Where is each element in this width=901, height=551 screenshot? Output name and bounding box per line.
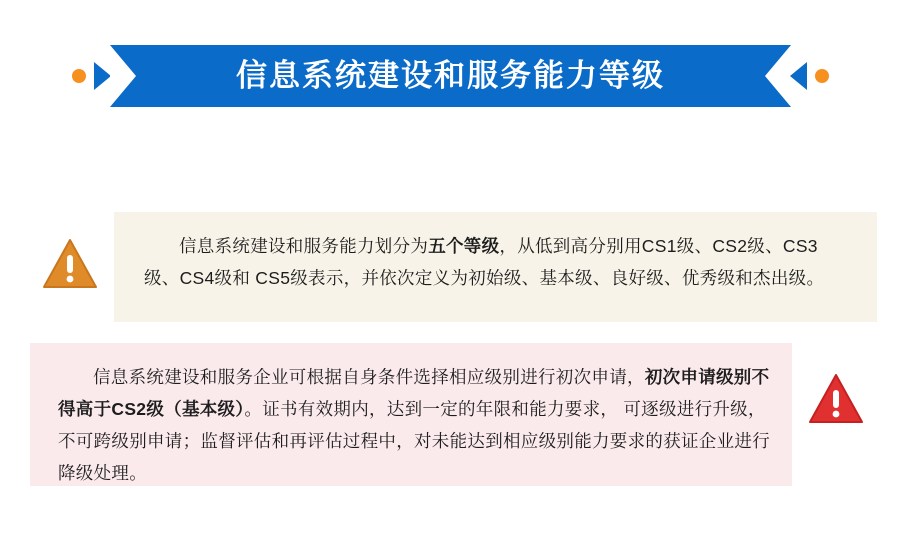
page-title: 信息系统建设和服务能力等级 xyxy=(236,58,665,93)
info-block-application-rules xyxy=(30,343,792,486)
banner-arrow-right-icon xyxy=(790,62,807,90)
block2-paragraph xyxy=(58,361,770,489)
warning-triangle-icon xyxy=(42,238,98,290)
warning-triangle-icon xyxy=(808,373,864,425)
block2-text-3: 。证书有效期内，达到一定的年限和能力要求， 可逐级进行升级，不可跨级别申请；监督评估和再评估过程中，对未能达到相应级别能力要求的获证企业进行降级处理。 xyxy=(58,399,770,483)
banner-arrow-left-icon xyxy=(94,62,111,90)
block1-text-3: ，从低到高分别用CS1级、CS2级、CS3级、CS4级和 CS5级表示，并依次定义为初始级、基本级、良好级、优秀级和杰出级。 xyxy=(144,236,825,288)
banner-dot-right-icon xyxy=(815,69,829,83)
banner xyxy=(0,45,901,107)
block1-text-1: 信息系统建设和服务能力划分为 xyxy=(179,236,429,256)
block2-text-2: 初次申请级别不得高于CS2级（基本级） xyxy=(58,367,770,419)
banner-dot-left-icon xyxy=(72,69,86,83)
block2-text-1: 信息系统建设和服务企业可根据自身条件选择相应级别进行初次申请， xyxy=(93,367,645,387)
info-block-grade-definition xyxy=(114,212,877,322)
block1-paragraph xyxy=(144,230,853,294)
block1-text-2: 五个等级 xyxy=(428,236,500,256)
